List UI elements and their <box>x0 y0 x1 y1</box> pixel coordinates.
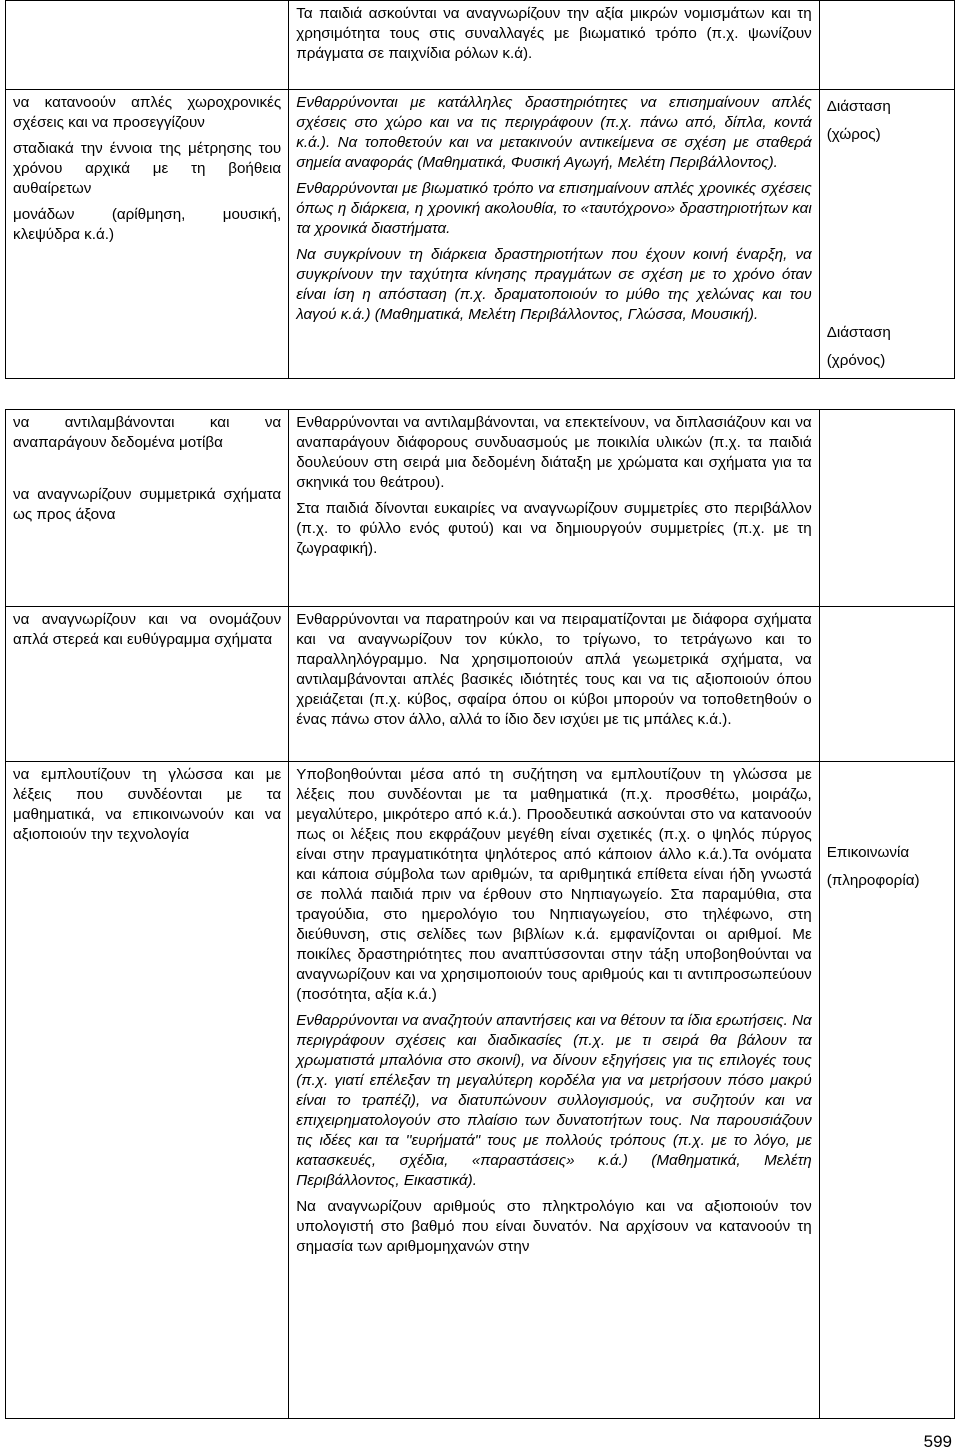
dimension-label: Διάσταση <box>826 98 891 115</box>
table-cell <box>819 1 954 90</box>
table-cell <box>6 90 289 379</box>
table-cell <box>289 607 820 762</box>
page-number: 599 <box>923 1432 952 1451</box>
table-cell <box>6 1 289 90</box>
table-row <box>6 90 955 379</box>
table-cell <box>819 607 954 762</box>
table-row <box>6 1 955 90</box>
table-cell <box>819 90 954 379</box>
goal-text: να αναγνωρίζουν και να ονομάζουν απλά στερεά και ευθύγραμμα σχήματα <box>13 611 282 648</box>
table-cell <box>819 410 954 607</box>
table-cell <box>6 607 289 762</box>
dimension-label: (χώρος) <box>826 126 881 143</box>
table-cell <box>289 90 820 379</box>
goal-text: να αναγνωρίζουν συμμετρικά σχήματα ως προς άξονα <box>13 486 282 523</box>
activity-text: Ενθαρρύνονται να αντιλαμβάνονται, να επεκτείνουν, να διπλασιάζουν και να αναπαράγουν διάφορους συνδυασμούς με ποικιλία υλικών (π.χ. τα παιδιά δουλεύουν στη σειρά μια δεδομένη διάταξη με χρώματα και σχήματα για τα σκηνικά του θεάτρου). <box>296 414 812 491</box>
activity-text: Ενθαρρύνονται με κατάλληλες δραστηριότητες να επισημαίνουν απλές σχέσεις στο χώρο και να τις περιγράφουν (π.χ. πάνω από, δίπλα, κοντά κ.ά.). Να τοποθετούν και να μετακινούν αντικείμενα σε σχέση με σταθερά σημεία αναφοράς (Μαθηματικά, Φυσική Αγωγή, Μελέτη Περιβάλλοντος). <box>296 94 812 171</box>
activity-text: Να αναγνωρίζουν αριθμούς στο πληκτρολόγιο και να αξιοποιούν τον υπολογιστή στο βαθμό που είναι δυνατόν. Να αρχίσουν να κατανοούν τη σημασία των αριθμομηχανών στην <box>296 1198 812 1255</box>
goal-text: να εμπλουτίζουν τη γλώσσα και με λέξεις που συνδέονται με τα μαθηματικά, να επικοινωνούν και να αξιοποιούν την τεχνολογία <box>13 766 282 843</box>
curriculum-table-bottom <box>5 409 955 1419</box>
table-cell <box>289 762 820 1419</box>
activity-text: Ενθαρρύνονται με βιωματικό τρόπο να επισημαίνουν απλές χρονικές σχέσεις όπως η διάρκεια, η χρονική ακολουθία, το «ταυτόχρονο» δραστηριοτήτων και τα χρονικά διαστήματα. <box>296 180 812 237</box>
goal-text: σταδιακά την έννοια της μέτρησης του χρόνου αρχικά με τη βοήθεια αυθαίρετων <box>13 140 282 197</box>
activity-text: Τα παιδιά ασκούνται να αναγνωρίζουν την αξία μικρών νομισμάτων και τη χρησιμότητα τους στις συναλλαγές με βιωματικό τρόπο (π.χ. ψωνίζουν πράγματα σε παιχνίδια ρόλων κ.ά). <box>296 5 812 62</box>
dimension-label: (χρόνος) <box>826 352 886 369</box>
table-cell <box>6 762 289 1419</box>
table-cell <box>289 1 820 90</box>
table-row <box>6 410 955 607</box>
table-row <box>6 762 955 1419</box>
goal-text: μονάδων (αρίθμηση, μουσική, κλεψύδρα κ.ά.) <box>13 206 282 243</box>
dimension-label: Διάσταση <box>826 324 891 341</box>
dimension-label: (πληροφορία) <box>826 872 920 889</box>
activity-text: Ενθαρρύνονται να αναζητούν απαντήσεις και να θέτουν τα ίδια ερωτήσεις. Να περιγράφουν σχέσεις και διαδικασίες (π.χ. με τι σειρά θα βάλουν τα χρωματιστά μπαλόνια στο σκοινί), να δίνουν εξηγήσεις για τις επιλογές τους (π.χ. γιατί επέλεξαν τη μεγαλύτερη κορδέλα για να μετρήσουν πόσο μακρύ είναι το τραπέζι), να διατυπώνουν συλλογισμούς, να συζητούν και να επιχειρηματολογούν στο πλαίσιο των δυνατοτήτων τους. Να παρουσιάζουν τις ιδέες και τα ''ευρήματά" τους με πολλούς τρόπους (π.χ. με το λόγο, με κατασκευές, σχέδια, «παραστάσεις» κ.ά.) (Μαθηματικά, Μελέτη Περιβάλλοντος, Εικαστικά). <box>296 1012 812 1189</box>
curriculum-table-top <box>5 0 955 379</box>
activity-text: Υποβοηθούνται μέσα από τη συζήτηση να εμπλουτίζουν τη γλώσσα με λέξεις που συνδέονται με τα μαθηματικά (π.χ. προσθέτω, μοιράζω, μεγαλύτερο, μικρότερο από κ.ά.). Προοδευτικά ασκούνται στο να κατανοούν πως οι λέξεις που εκφράζουν μεγέθη είναι σχετικές (π.χ. ο ψηλός πύργος είναι στην πραγματικότητα ψηλότερος από κάποιον άλλο κ.ά.).Τα ονόματα και κάποια σύμβολα των αριθμών, τα αριθμητικά επίθετα είναι ήδη γνωστά σε πολλά παιδιά πριν να έρθουν στο Νηπιαγωγείο. Στα παραμύθια, στα τραγούδια, στο ημερολόγιο του Νηπιαγωγείου, στο τηλέφωνο, στη διεύθυνση, στις σελίδες των βιβλίων κ.ά. εμφανίζονται οι αριθμοί. Με ποικίλες δραστηριότητες που αναπτύσσονται στην τάξη υποβοηθούνται να αναγνωρίζουν και να χρησιμοποιούν τους αριθμούς και τι αντιπροσωπεύουν (ποσότητα, αξία κ.ά.) <box>296 766 812 1003</box>
table-cell <box>819 762 954 1419</box>
goal-text: να αντιλαμβάνονται και να αναπαράγουν δεδομένα μοτίβα <box>13 414 282 451</box>
activity-text: Να συγκρίνουν τη διάρκεια δραστηριοτήτων που έχουν κοινή έναρξη, να συγκρίνουν την ταχύτητα κίνησης πραγμάτων σε σχέση με το χρόνο όταν είναι ίση η απόσταση (π.χ. δραματοποιούν το μύθο της χελώνας και του λαγού κ.ά.) (Μαθηματικά, Μελέτη Περιβάλλοντος, Γλώσσα, Μουσική). <box>296 246 812 323</box>
table-row <box>6 607 955 762</box>
table-cell <box>289 410 820 607</box>
table-cell <box>6 410 289 607</box>
activity-text: Στα παιδιά δίνονται ευκαιρίες να αναγνωρίζουν συμμετρίες στο περιβάλλον (π.χ. το φύλλο ενός φυτού) και να δημιουργούν συμμετρίες (π.χ. με τη ζωγραφική). <box>296 500 812 557</box>
goal-text: να κατανοούν απλές χωροχρονικές σχέσεις και να προσεγγίζουν <box>13 94 282 131</box>
activity-text: Ενθαρρύνονται να παρατηρούν και να πειραματίζονται με διάφορα σχήματα και να αναγνωρίζουν τον κύκλο, το τρίγωνο, το τετράγωνο και το παραλληλόγραμμο. Να χρησιμοποιούν απλά γεωμετρικά σχήματα, να αντιλαμβάνονται απλές βασικές ιδιότητές τους και να τις αξιοποιούν όπου χρειάζεται (π.χ. κύβος, σφαίρα όπου οι κύβοι μπορούν να τοποθετηθούν ο ένας πάνω στον άλλο, αλλά το ίδιο δεν ισχύει με τις μπάλες κ.ά.). <box>296 611 812 728</box>
dimension-label: Επικοινωνία <box>826 844 910 861</box>
